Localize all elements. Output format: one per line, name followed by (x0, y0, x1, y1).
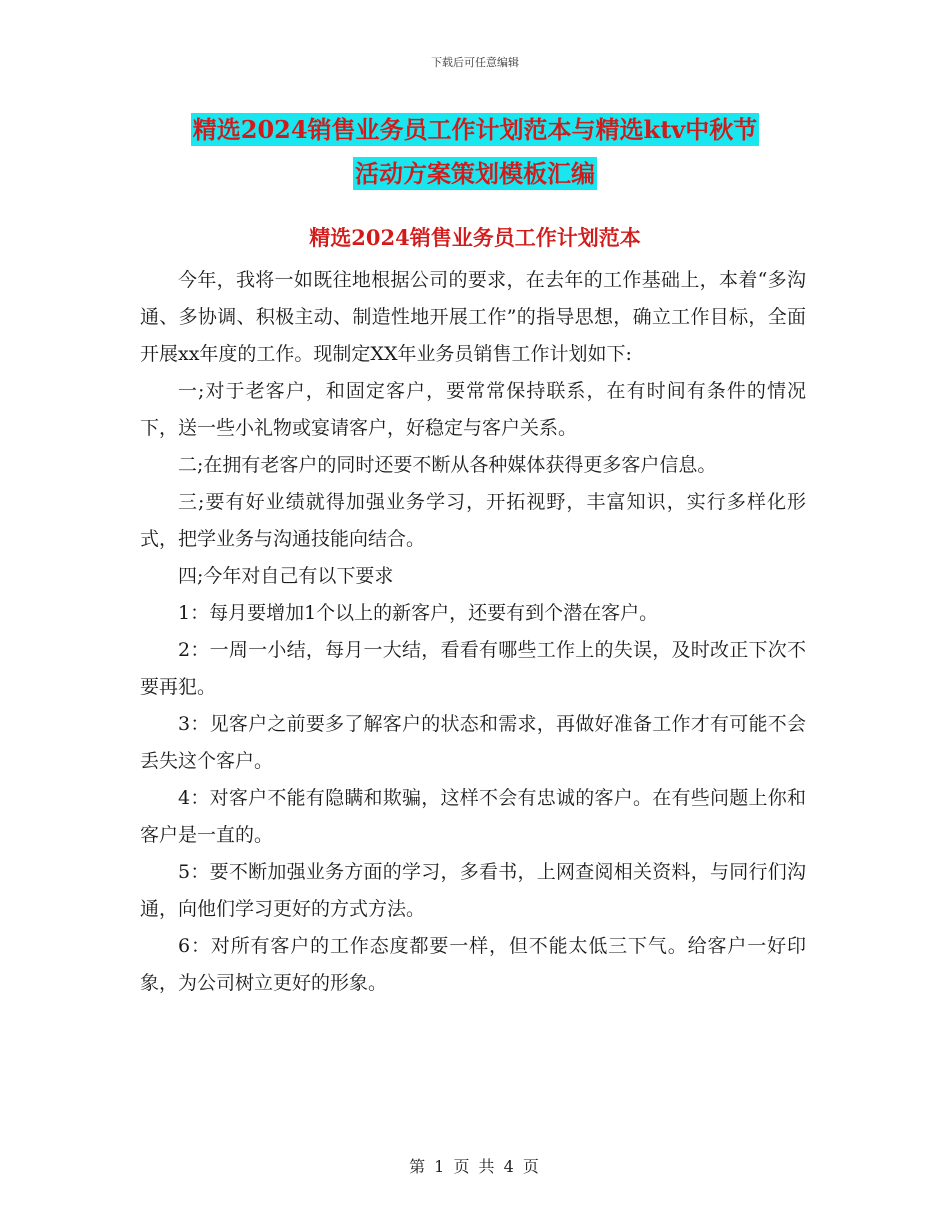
paragraph: 二;在拥有老客户的同时还要不断从各种媒体获得更多客户信息。 (178, 454, 717, 476)
section-title: 精选2024销售业务员工作计划范本 (309, 225, 641, 250)
document-body (140, 262, 806, 1002)
document-title-line-2: 活动方案策划模板汇编 (355, 159, 595, 188)
page-number: 第 1 页 共 4 页 (409, 1157, 541, 1176)
paragraph: 一;对于老客户，和固定客户，要常常保持联系，在有时间有条件的情况下，送一些小礼物或宴请客户，好稳定与客户关系。 (140, 380, 806, 439)
paragraph: 5：要不断加强业务方面的学习，多看书，上网查阅相关资料，与同行们沟通，向他们学习更好的方式方法。 (140, 861, 806, 920)
document-title-line-1: 精选2024销售业务员工作计划范本与精选ktv中秋节 (192, 115, 758, 144)
header-note: 下载后可任意编辑 (431, 56, 519, 69)
paragraph: 四;今年对自己有以下要求 (178, 565, 394, 587)
paragraph: 今年，我将一如既往地根据公司的要求，在去年的工作基础上，本着“多沟通、多协调、积极主动、制造性地开展工作”的指导思想，确立工作目标，全面开展xx年度的工作。现制定XX年业务员销售工作计划如下: (140, 269, 806, 365)
paragraph: 2：一周一小结，每月一大结，看看有哪些工作上的失误，及时改正下次不要再犯。 (140, 639, 806, 698)
paragraph: 6：对所有客户的工作态度都要一样，但不能太低三下气。给客户一好印象，为公司树立更好的形象。 (140, 935, 806, 994)
paragraph: 3：见客户之前要多了解客户的状态和需求，再做好准备工作才有可能不会丢失这个客户。 (140, 713, 806, 772)
paragraph: 三;要有好业绩就得加强业务学习，开拓视野，丰富知识，实行多样化形式，把学业务与沟通技能向结合。 (140, 491, 806, 550)
document-title (140, 108, 810, 196)
paragraph: 4：对客户不能有隐瞒和欺骗，这样不会有忠诚的客户。在有些问题上你和客户是一直的。 (140, 787, 806, 846)
paragraph: 1：每月要增加1个以上的新客户，还要有到个潜在客户。 (178, 602, 659, 624)
